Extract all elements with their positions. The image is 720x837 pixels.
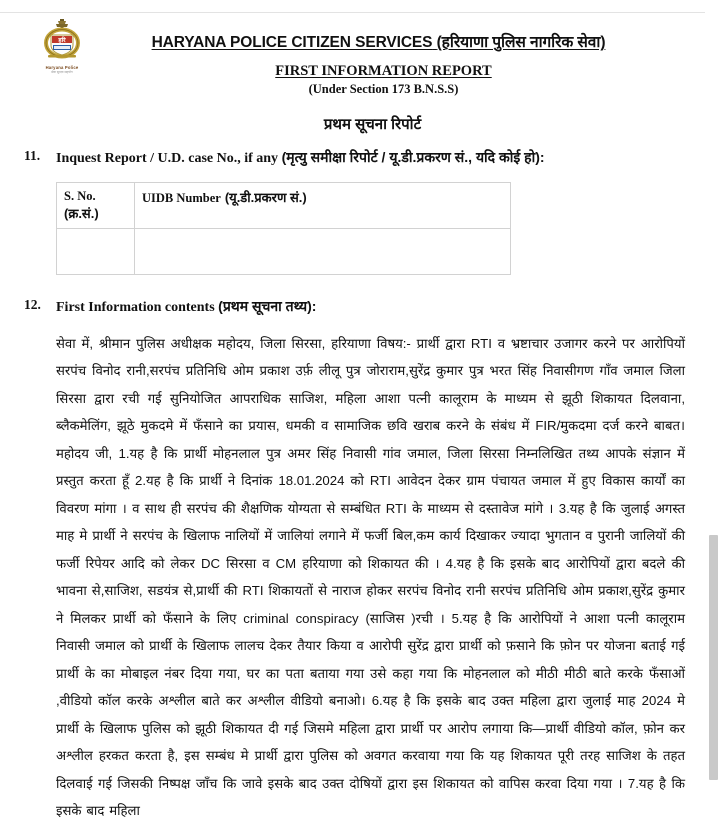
emblem-svg (39, 18, 85, 64)
table-header-uidb (135, 182, 511, 228)
section-11-label-english: Inquest Report / U.D. case No., if any (56, 151, 279, 166)
table-row (57, 228, 511, 274)
report-section-reference: (Under Section 173 B.N.S.S) (308, 82, 459, 96)
table-header-uidb-hindi: (यू.डी.प्रकरण सं.) (224, 189, 307, 205)
section-11-number: 11. (24, 148, 41, 163)
section-12-first-information-contents (0, 297, 705, 825)
table-header-sno (57, 182, 135, 228)
table-header-uidb-english: UIDB Number (142, 190, 221, 205)
table-cell-sno (57, 228, 135, 274)
section-12-label (56, 297, 687, 318)
emblem-caption-secondary: सेवा सुरक्षा सहयोग (51, 70, 73, 74)
fir-narrative-text: सेवा में, श्रीमान पुलिस अधीक्षक महोदय, जिला सिरसा, हरियाणा विषय:- प्रार्थी द्वारा RTI व भ्रष्टाचार उजागर करने पर आरोपियों सरपंच विनोद रानी,सरपंच प्रतिनिधि ओम प्रकाश उर्फ़ लीलू पुत्र जोराराम,सुरेंद्र कुमार पुत्र भरत सिंह निवासीगण गाँव जमाल जिला सिरसा द्वारा रची गई सुनियोजित आपराधिक साजिश, महिला आशा पत्नी कालूराम के माध्यम से झूठी शिकायत दिलवाना, ब्लैकमेलिंग, झूठे मुकदमे में फँसाने का प्रयास, धमकी व सामाजिक छवि खराब करने के संबंध में FIR/मुकदमा दर्ज करने बाबत। महोदय जी, 1.यह है कि प्रार्थी मोहनलाल पुत्र अमर सिंह निवासी गांव जमाल, जिला सिरसा निम्नलिखित तथ्य आपके संज्ञान में प्रस्तुत करता हूँ 2.यह है कि प्रार्थी ने दिनांक 18.01.2024 को RTI आवेदन देकर ग्राम पंचायत जमाल में हुए विकास कार्यों का विवरण मांगा । व साथ ही सरपंच की शैक्षणिक योग्यता से सम्बंधित RTI के माध्यम से दस्तावेज मांगे । 3.यह है कि जुलाई अगस्त माह मे प्रार्थी ने सरपंच के खिलाफ नालियों में जालियां लगाने में फर्जी बिल,कम कार्य दिखाकर ज्यादा भुगतान व पुरानी जालियों की फर्जी रिपेयर आदि को लेकर DC सिरसा व CM हरियाणा को शिकायत की । 4.यह है कि इसके बाद आरोपियों द्वारा बदले की भावना से,साजिश, सडयंत्र से,प्रार्थी की RTI शिकायतों से नाराज होकर सरपंच विनोद रानी सरपंच प्रतिनिधि ओम प्रकाश,सुरेंद्र कुमार ने मिलकर प्रार्थी को फँसाने के लिए criminal conspiracy (साजिस )रची । 5.यह है कि आरोपियों ने आशा पत्नी कालूराम निवासी जमाल को प्रार्थी के खिलाफ लालच देकर तैयार किया व आरोपी सुरेंद्र द्वारा प्रार्थी को फ़साने कि फ़ोन पर योजना बताई गई प्रार्थी के का मोबाइल नंबर दिया गया, घर का पता बताया गया उसे कहा गया कि मोहनलाल को मीठी मीठी बाते करके फँसाओं ,वीडियो कॉल करके अश्लील बाते कर अश्लील वीडियो बनाओ। 6.यह है कि इसके बाद उक्त महिला द्वारा जुलाई माह 2024 मे प्रार्थी के खिलाफ पुलिस को झूठी शिकायत दी गई जिसमे महिला द्वारा प्रार्थी पर आरोप लगाया कि—प्रार्थी वीडियो कॉल, फ़ोन कर अश्लील हरकत करता है, इस सम्बंध मे प्रार्थी द्वारा पुलिस को अवगत करवाया गया कि यह शिकायत पूरी तरह साजिश के तहत दिलवाई गई जिसकी निष्पक्ष जाँच कि जावे इसके बाद उक्त दोषियों द्वारा इस शिकायत को वापिस करवा दिया गया । 7.यह है कि इसके बाद महिला (56, 335, 685, 819)
section-12-number: 12. (24, 296, 41, 312)
table-header-sno-hindi: (क्र.सं.) (64, 205, 99, 221)
svg-text:हरि: हरि (58, 37, 66, 44)
haryana-police-emblem-icon (34, 18, 90, 80)
page-title-english: HARYANA POLICE CITIZEN SERVICES (151, 34, 433, 51)
page-title-hindi: (हरियाणा पुलिस नागरिक सेवा) (436, 34, 606, 51)
uidb-table (56, 182, 511, 275)
report-title (0, 63, 705, 80)
vertical-scrollbar-thumb[interactable] (709, 535, 718, 780)
section-11-label (56, 148, 687, 169)
table-cell-uidb (135, 228, 511, 274)
section-12-label-hindi: (प्रथम सूचना तथ्य): (218, 297, 317, 314)
document-header (0, 0, 705, 133)
table-header-sno-english: S. No. (64, 188, 96, 203)
section-11-inquest-report (0, 148, 705, 275)
table-header-row (57, 182, 511, 228)
section-11-label-hindi: (मृत्यु समीक्षा रिपोर्ट / यू.डी.प्रकरण सं., यदि कोई हो): (281, 149, 545, 165)
report-title-hindi: प्रथम सूचना रिपोर्ट (323, 116, 422, 133)
emblem-caption-primary: Haryana Police (45, 65, 79, 70)
report-title-text: FIRST INFORMATION REPORT (275, 63, 492, 79)
page-title (0, 30, 705, 52)
vertical-scrollbar-track[interactable] (705, 0, 720, 837)
section-12-label-english: First Information contents (56, 299, 215, 315)
